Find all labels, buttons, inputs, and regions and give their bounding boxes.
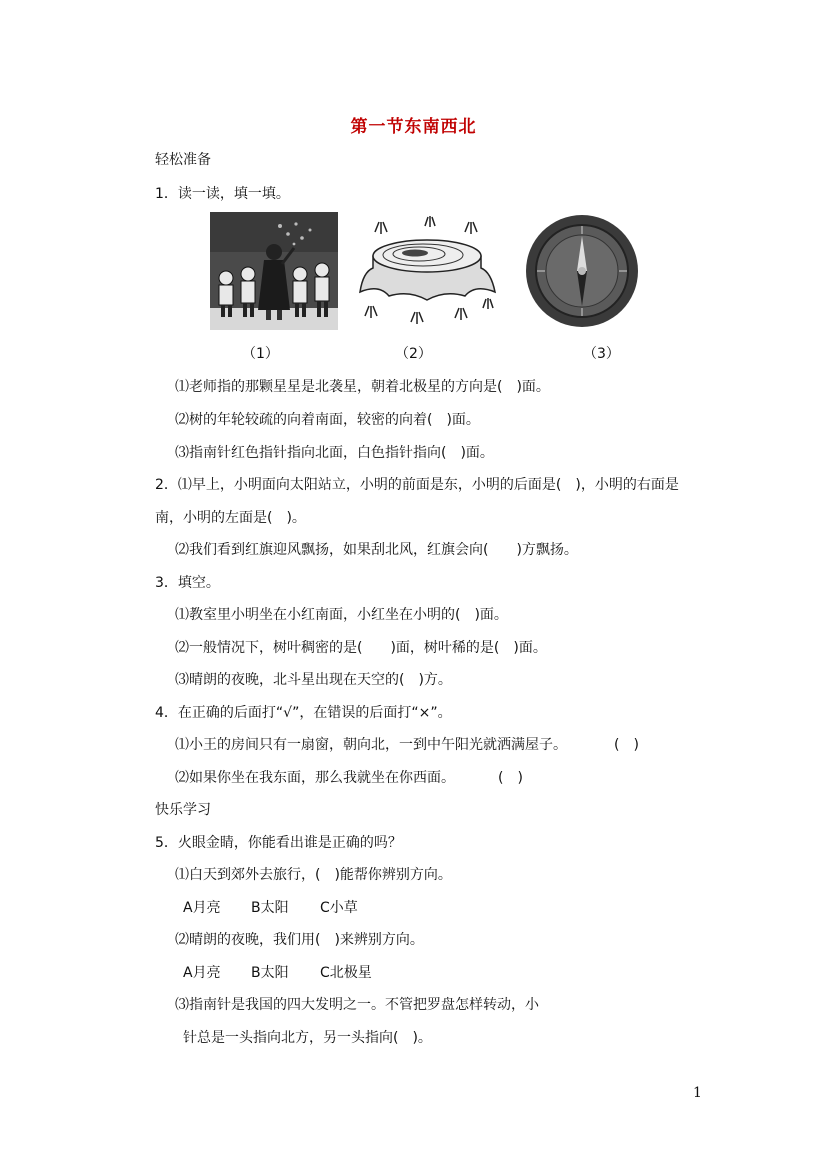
question-4-stem: 4．在正确的后面打“√”，在错误的后面打“×”。 [155,705,452,721]
question-1-item-2: ⑵树的年轮较疏的向着南面，较密的向着( )面。 [175,412,480,428]
page-number: 1 [693,1085,702,1101]
question-5-item-2-option-a: A月亮 [183,965,221,981]
question-5-item-2: ⑵晴朗的夜晚，我们用( )来辨别方向。 [175,932,424,948]
question-5-item-3-line-1: ⑶指南针是我国的四大发明之一。不管把罗盘怎样转动，小 [175,997,539,1013]
question-2-line-3: ⑵我们看到红旗迎风飘扬，如果刮北风，红旗会向( )方飘扬。 [175,542,578,558]
question-5-item-2-option-b: B太阳 [251,965,289,981]
question-3-item-2: ⑵一般情况下，树叶稠密的是( )面，树叶稀的是( )面。 [175,640,547,656]
question-2-line-2: 南，小明的左面是( )。 [155,510,306,526]
figure-caption-2: （2） [395,346,432,362]
figure-caption-1: （1） [242,346,279,362]
figure-caption-3: （3） [583,346,620,362]
question-5-item-1-option-b: B太阳 [251,900,289,916]
question-1-item-1: ⑴老师指的那颗星星是北袭星，朝着北极星的方向是( )面。 [175,379,550,395]
tree-stump-illustration [355,212,500,330]
section-heading-learning: 快乐学习 [155,802,211,818]
page-title: 第一节东南西北 [350,117,477,137]
question-4-item-2: ⑵如果你坐在我东面，那么我就坐在你西面。 [175,770,455,786]
question-4-item-1: ⑴小王的房间只有一扇窗，朝向北，一到中午阳光就洒满屋子。 [175,737,567,753]
question-4-answer-1: ( ) [614,737,639,753]
question-4-answer-2: ( ) [498,770,523,786]
section-heading-prep: 轻松准备 [155,152,211,168]
question-5-item-1: ⑴白天到郊外去旅行，( )能帮你辨别方向。 [175,867,452,883]
question-5-item-2-option-c: C北极星 [320,965,372,981]
question-3-item-1: ⑴教室里小明坐在小红南面，小红坐在小明的( )面。 [175,607,508,623]
question-2-line-1: 2．⑴早上，小明面向太阳站立，小明的前面是东，小明的后面是( )，小明的右面是 [155,477,679,493]
question-5-stem: 5．火眼金睛，你能看出谁是正确的吗？ [155,835,402,851]
question-1-item-3: ⑶指南针红色指针指向北面，白色指针指向( )面。 [175,445,494,461]
question-3-item-3: ⑶晴朗的夜晚，北斗星出现在天空的( )方。 [175,672,452,688]
compass-illustration [523,212,641,330]
stargazing-illustration [210,212,338,330]
question-3-stem: 3．填空。 [155,575,220,591]
question-5-item-3-line-2: 针总是一头指向北方，另一头指向( )。 [183,1030,432,1046]
question-5-item-1-option-c: C小草 [320,900,358,916]
illustrations [205,212,645,362]
question-1-stem: 1．读一读，填一填。 [155,186,290,202]
question-5-item-1-option-a: A月亮 [183,900,221,916]
